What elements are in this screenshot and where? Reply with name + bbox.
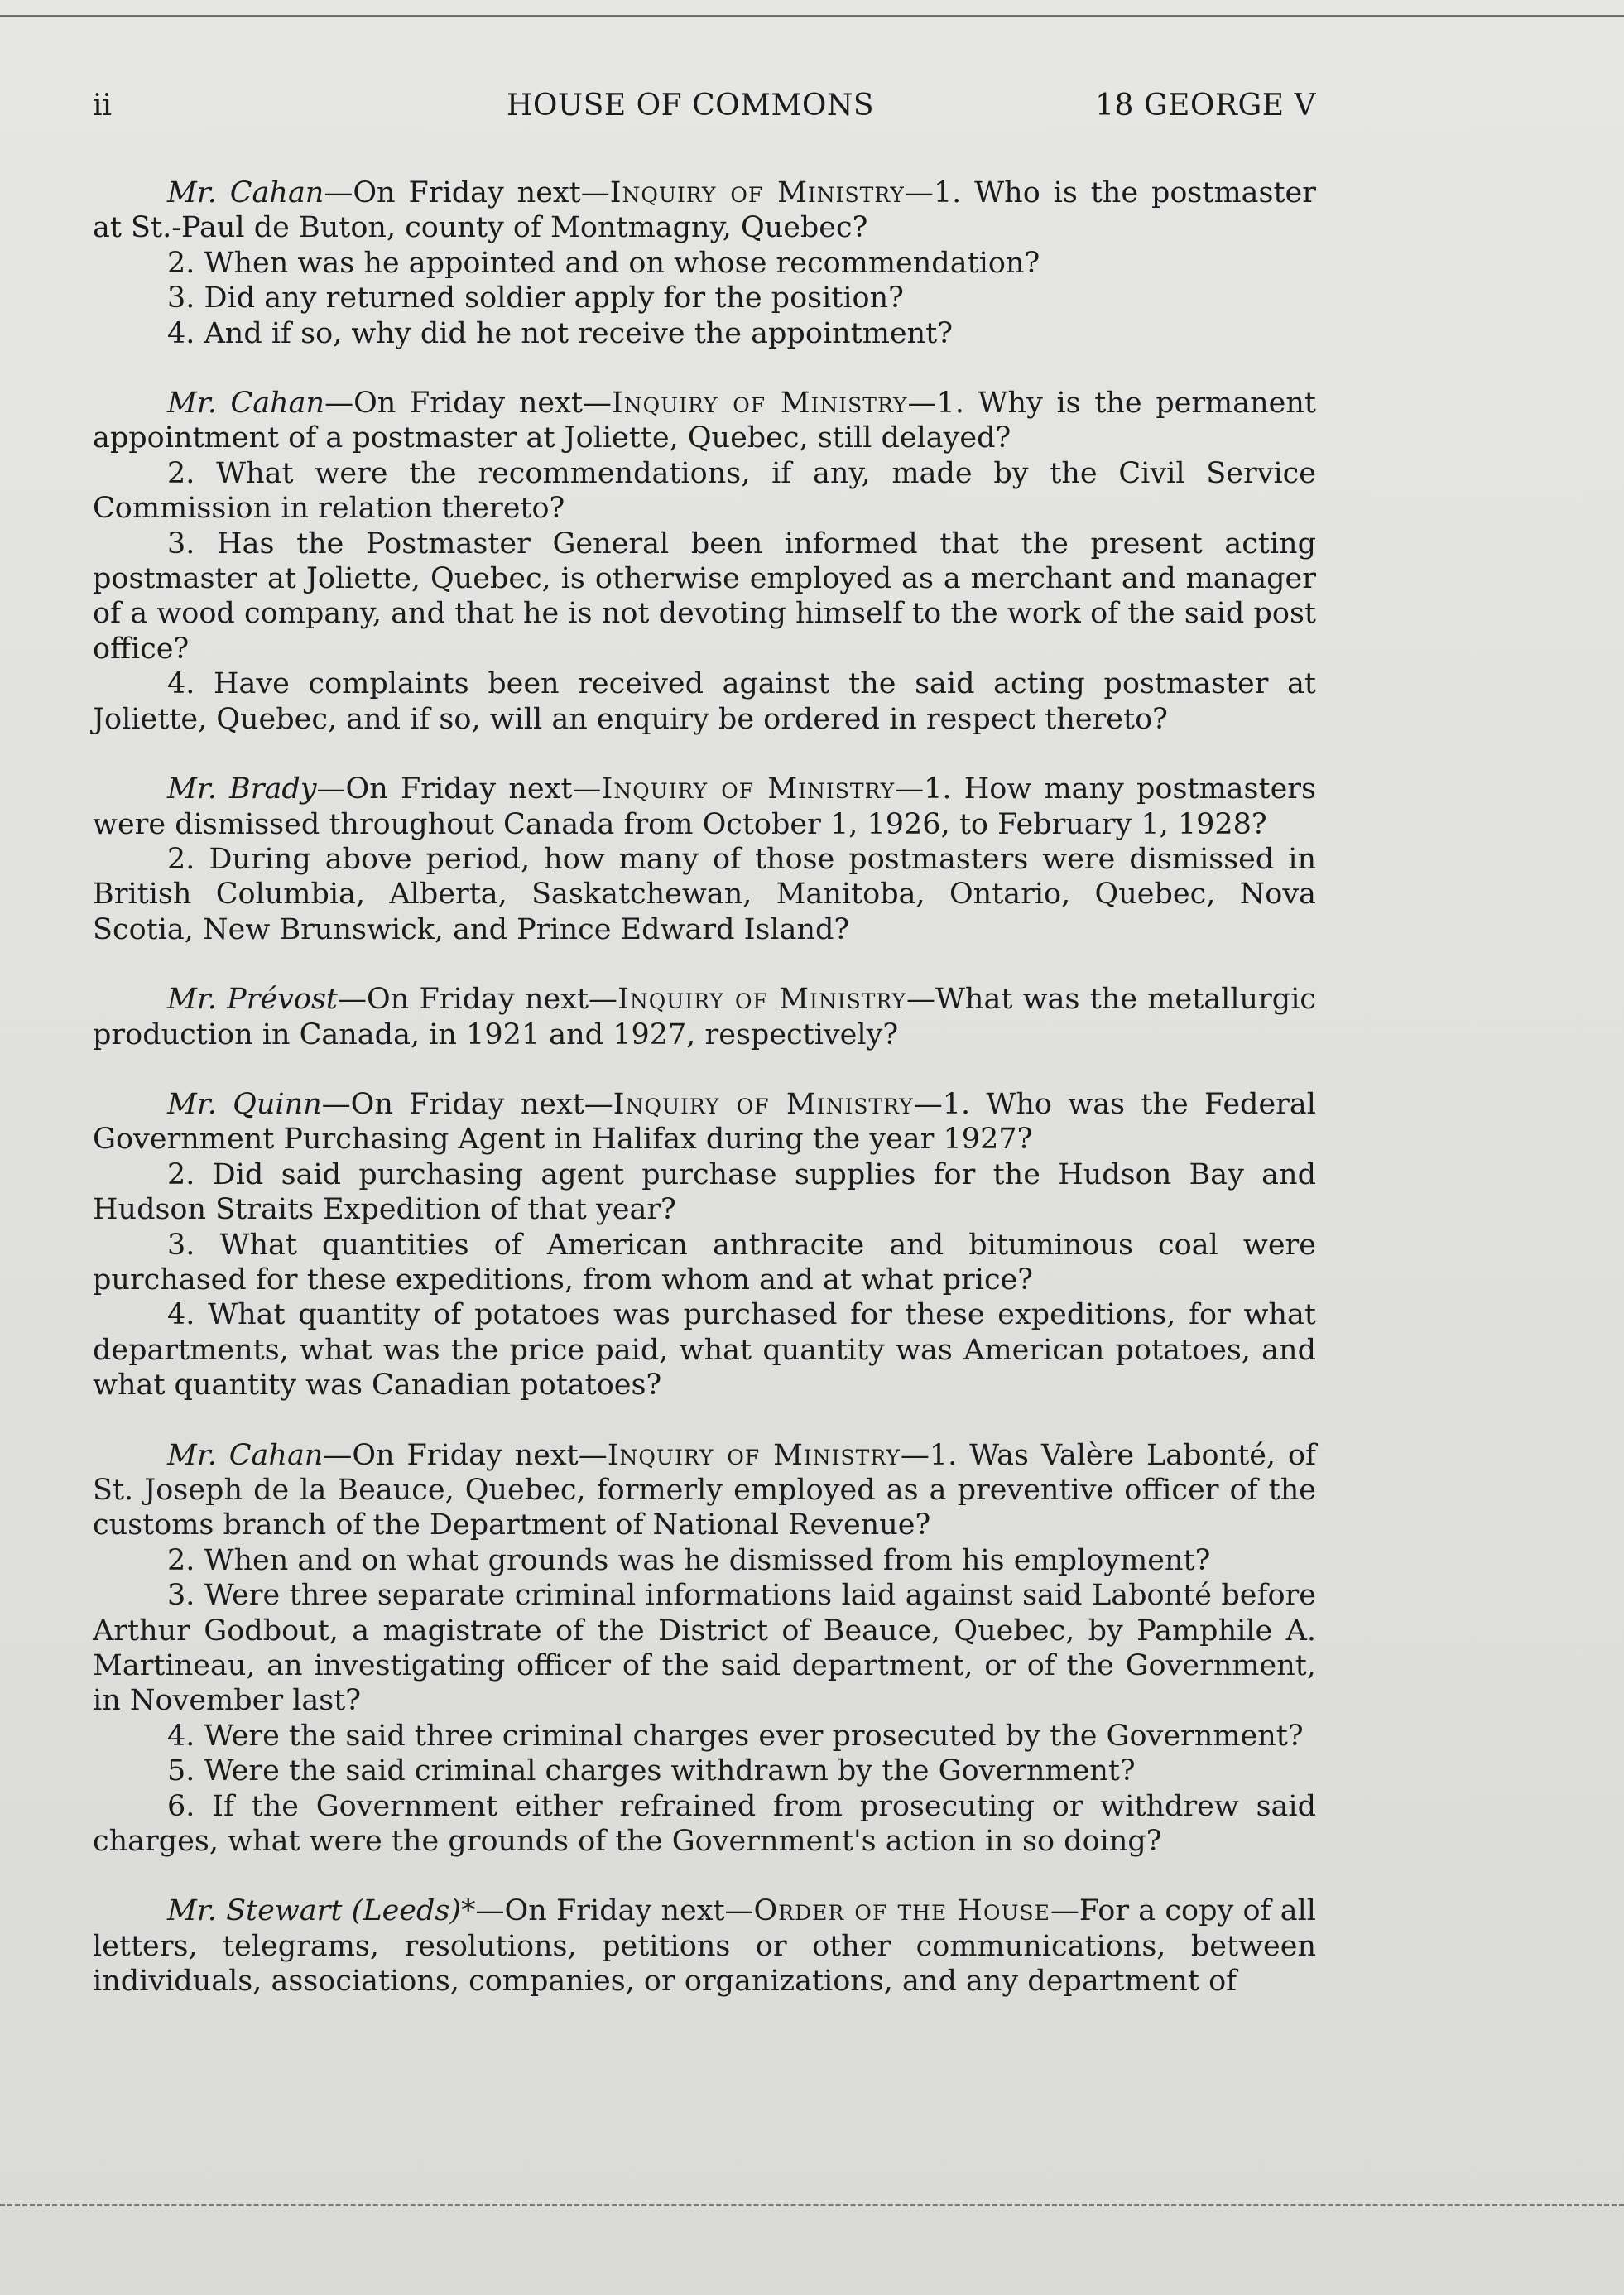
question-paragraph: 4. What quantity of potatoes was purchased for these expeditions, for what departments, what was the price paid, what quantity was American potatoes, and what quantity was Canadian potatoes? <box>93 1298 1316 1402</box>
running-title: HOUSE OF COMMONS <box>507 89 875 123</box>
member-name: Mr. Stewart (Leeds)* <box>167 1894 476 1928</box>
notice-entry <box>93 1438 1316 1860</box>
question-paragraph: 2. When was he appointed and on whose recommendation? <box>167 246 1040 280</box>
notice-lead-paragraph <box>93 1438 1316 1543</box>
member-name: Mr. Quinn <box>167 1087 322 1121</box>
notice-lead: —On Friday next— <box>475 1894 754 1928</box>
member-name: Mr. Brady <box>167 772 317 806</box>
notice-text: —What was the metallurgic production in Canada, in 1921 and 1927, respectively? <box>93 983 1316 1051</box>
notice-lead-paragraph <box>93 772 1316 842</box>
notice-lead-paragraph <box>93 1087 1316 1157</box>
notice-lead-paragraph <box>93 1893 1316 1999</box>
notice-entry <box>93 386 1316 737</box>
member-name: Mr. Cahan <box>167 1438 324 1472</box>
question-paragraph: 5. Were the said criminal charges withdrawn by the Government? <box>167 1754 1136 1788</box>
top-rule <box>0 15 1624 17</box>
notice-lead: —On Friday next— <box>337 983 618 1017</box>
notice-entry <box>93 982 1316 1052</box>
question-paragraph: 3. Were three separate criminal informations laid against said Labonté before Arthur Godbout, a magistrate of the District of Beauce, Quebec, by Pamphile A. Martineau, an investigating officer of the said department, or of the Government, in November last? <box>93 1579 1316 1718</box>
notice-entry <box>93 176 1316 351</box>
question-paragraph: 3. Did any returned soldier apply for the position? <box>167 281 904 315</box>
notice-entry <box>93 1087 1316 1403</box>
notice-lead: —On Friday next— <box>323 1438 608 1472</box>
regnal-year: 18 GEORGE V <box>1095 89 1316 123</box>
notice-heading: Order of the House <box>753 1894 1050 1928</box>
notice-text: —1. Was Valère Labonté, of St. Joseph de la Beauce, Quebec, formerly employed as a preventive officer of the customs branch of the Department of National Revenue? <box>93 1438 1316 1542</box>
question-paragraph: 4. And if so, why did he not receive the appointment? <box>167 316 953 350</box>
notice-text: —1. Who is the postmaster at St.-Paul de Buton, county of Montmagny, Quebec? <box>93 176 1316 245</box>
question-paragraph: 2. During above period, how many of those postmasters were dismissed in British Columbia, Alberta, Saskatchewan, Manitoba, Ontario, Quebec, Nova Scotia, New Brunswick, and Prince Edward Island? <box>93 842 1316 946</box>
notice-text: —1. How many postmasters were dismissed throughout Canada from October 1, 1926, to February 1, 1928? <box>93 772 1316 841</box>
question-paragraph: 6. If the Government either refrained from prosecuting or withdrew said charges, what were the grounds of the Government's action in so doing? <box>93 1789 1316 1859</box>
notice-text: —For a copy of all letters, telegrams, resolutions, petitions or other communications, between individuals, associations, companies, or organizations, and any department of <box>93 1894 1316 1999</box>
bottom-rule <box>0 2204 1624 2206</box>
question-paragraph: 3. What quantities of American anthracite and bituminous coal were purchased for these expeditions, from whom and at what price? <box>93 1228 1316 1297</box>
notice-heading: Inquiry of Ministry <box>609 176 905 209</box>
notice-entry <box>93 772 1316 947</box>
question-paragraph: 2. What were the recommendations, if any, made by the Civil Service Commission in relation thereto? <box>93 456 1316 526</box>
question-paragraph: 2. Did said purchasing agent purchase supplies for the Hudson Bay and Hudson Straits Expedition of that year? <box>93 1157 1316 1227</box>
notice-lead: —On Friday next— <box>324 387 612 421</box>
member-name: Mr. Prévost <box>167 983 338 1017</box>
notice-lead-paragraph <box>93 386 1316 456</box>
member-name: Mr. Cahan <box>167 387 325 421</box>
member-name: Mr. Cahan <box>167 176 324 209</box>
notice-heading: Inquiry of Ministry <box>611 387 908 421</box>
notice-text: —1. Why is the permanent appointment of a postmaster at Joliette, Quebec, still delayed? <box>93 387 1316 455</box>
notice-heading: Inquiry of Ministry <box>613 1087 914 1121</box>
notice-entry <box>93 1893 1316 1999</box>
question-paragraph: 4. Have complaints been received against the said acting postmaster at Joliette, Quebec, and if so, will an enquiry be ordered in respect thereto? <box>93 667 1316 736</box>
question-paragraph: 2. When and on what grounds was he dismissed from his employment? <box>167 1543 1211 1577</box>
notice-heading: Inquiry of Ministry <box>617 983 906 1017</box>
notice-lead: —On Friday next— <box>324 176 610 209</box>
question-paragraph: 3. Has the Postmaster General been informed that the present acting postmaster at Joliette, Quebec, is otherwise employed as a merchant and manager of a wood company, and that he is not devoting himself to the work of the said post office? <box>93 527 1316 666</box>
notice-text: —1. Who was the Federal Government Purchasing Agent in Halifax during the year 1927? <box>93 1087 1316 1157</box>
notice-lead-paragraph <box>93 982 1316 1052</box>
notices-body <box>93 176 1316 2034</box>
question-paragraph: 4. Were the said three criminal charges ever prosecuted by the Government? <box>167 1719 1304 1753</box>
notice-heading: Inquiry of Ministry <box>607 1438 901 1472</box>
page-header <box>93 85 1316 127</box>
notice-lead: —On Friday next— <box>321 1087 613 1121</box>
page-folio: ii <box>93 89 113 123</box>
notice-lead-paragraph <box>93 176 1316 246</box>
notice-heading: Inquiry of Ministry <box>601 772 896 806</box>
notice-lead: —On Friday next— <box>316 772 602 806</box>
